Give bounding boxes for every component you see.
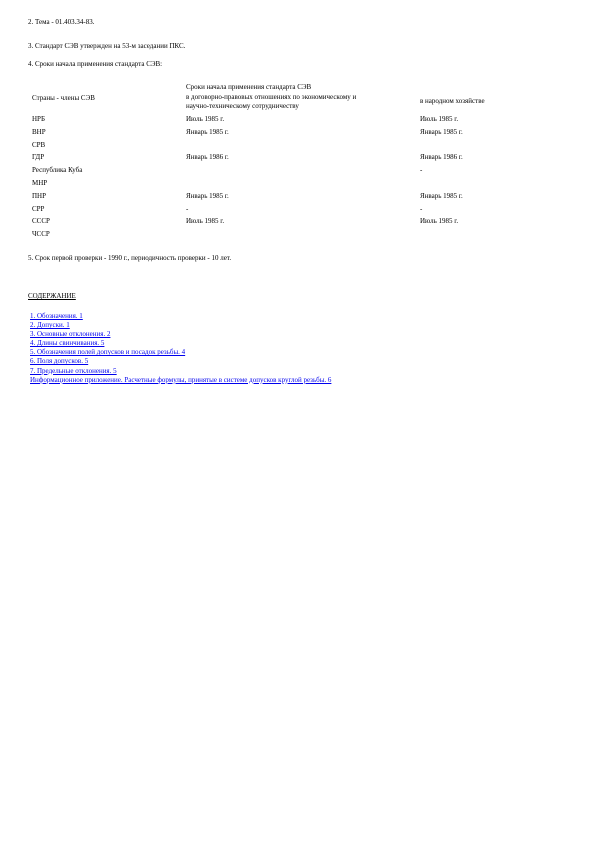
toc-link[interactable]: 4. Длины свинчивания. 5 [30,339,105,348]
table-row [32,115,492,128]
item-approval: 3. Стандарт СЭВ утвержден на 53-м заседании ПКС. [28,42,186,50]
cell-country: ЧССР [32,230,50,239]
toc-title: СОДЕРЖАНИЕ [28,292,76,300]
toc-link[interactable]: 6. Поля допусков. 5 [30,357,89,366]
header-country: Страны - члены СЭВ [32,94,95,102]
cell-country: Республика Куба [32,166,83,175]
cell-country: СРВ [32,140,46,149]
cell-national: Январь 1985 г. [420,127,463,136]
table-row [32,153,492,166]
toc-link[interactable]: 5. Обозначения полей допусков и посадок резьбы. 4 [30,348,186,357]
cell-country: ГДР [32,153,45,162]
cell-country: СССР [32,217,50,226]
table-row [32,205,492,218]
table-row [32,230,492,243]
cell-country: ВНР [32,127,46,136]
table-body [32,115,492,243]
table-header [32,83,492,115]
table-row [32,141,492,154]
cell-national: Июль 1985 г. [420,115,459,123]
item-start-dates: 4. Сроки начала применения стандарта СЭВ: [28,60,163,68]
cell-contract: Июль 1985 г. [186,115,225,123]
cell-country: МНР [32,178,48,187]
cell-contract: Июль 1985 г. [186,217,225,226]
item-topic: 2. Тема - 01.403.34-83. [28,18,95,26]
cell-country: СРР [32,204,45,213]
cell-contract: Январь 1986 г. [186,153,229,162]
header-group: Сроки начала применения стандарта СЭВ [186,83,312,91]
table-row [32,166,492,179]
item-first-check: 5. Срок первой проверки - 1990 г., периодичность проверки - 10 лет. [28,254,232,262]
cell-contract: Январь 1985 г. [186,127,229,136]
header-contract-line1: в договорно-правовых отношениях по экономическому и [186,93,357,101]
cell-national: - [420,166,423,175]
cell-national: Июль 1985 г. [420,217,459,226]
toc-link[interactable]: 7. Предельные отклонения. 5 [30,366,117,375]
table-row [32,179,492,192]
cell-contract: - [186,204,189,213]
table-row [32,128,492,141]
header-national: в народном хозяйстве [420,97,485,105]
cell-country: НРБ [32,115,45,123]
cell-national: - [420,204,423,213]
toc-list [30,312,400,385]
toc-link[interactable]: Информационное приложение. Расчетные формулы, принятые в системе допусков круглой резьбы. 6 [30,375,332,384]
cell-national: Январь 1986 г. [420,153,463,162]
cell-national: Январь 1985 г. [420,191,463,200]
toc-link[interactable]: 2. Допуски. 1 [30,321,70,330]
cell-contract: Январь 1985 г. [186,191,229,200]
header-contract-line2: научно-техническому сотрудничеству [186,102,299,110]
cell-country: ПНР [32,191,47,200]
table-row [32,217,492,230]
start-dates-table [32,83,492,243]
table-row [32,192,492,205]
toc-link[interactable]: 3. Основные отклонения. 2 [30,330,111,339]
toc-link[interactable]: 1. Обозначения. 1 [30,312,83,320]
